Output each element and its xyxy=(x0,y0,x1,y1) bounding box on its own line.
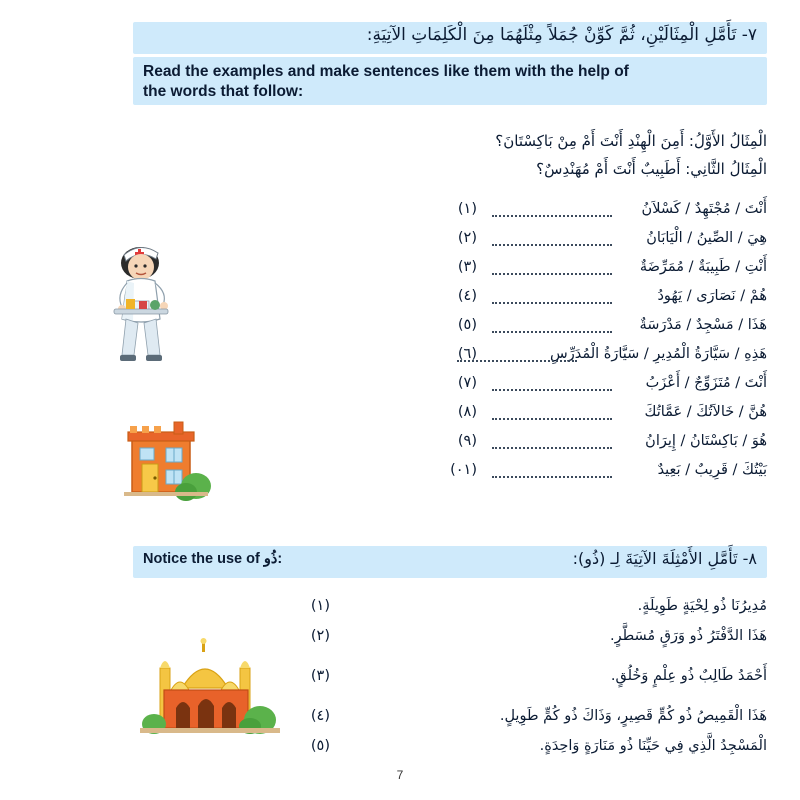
exercise-row xyxy=(327,317,767,343)
exercise-item-text-7: أَنْتَ / مُتَزَوِّجٌ / أَعْزَبُ xyxy=(645,375,767,391)
section8-number: (٣) xyxy=(310,668,330,684)
exercise-row xyxy=(327,230,767,256)
section8-item-4: هَذَا الْقَمِيصُ ذُو كُمٍّ قَصِيرٍ، وَذَاكَ ذُو كُمٍّ طَوِيلٍ. xyxy=(499,708,767,724)
exercise-number: (٦) xyxy=(457,346,477,362)
answer-blank-3[interactable] xyxy=(492,263,612,275)
exercise-number: (١) xyxy=(457,201,477,217)
section8-item-1: مُدِيرُنَا ذُو لِحْيَةٍ طَوِيلَةٍ. xyxy=(637,598,767,614)
section8-item-3: أَحْمَدُ طَالِبٌ ذُو عِلْمٍ وَخُلُقٍ. xyxy=(610,668,767,684)
section8-number: (٥) xyxy=(310,738,330,754)
answer-blank-8[interactable] xyxy=(492,408,612,420)
exercise-row xyxy=(327,404,767,430)
exercise-number: (٤) xyxy=(457,288,477,304)
exercise-number: (١٠) xyxy=(450,462,477,478)
exercise-item-text-9: هُوَ / بَاكِسْتَانُ / إِيرَانُ xyxy=(645,433,767,449)
section8-number: (١) xyxy=(310,598,330,614)
section7-heading-english-band xyxy=(133,57,767,105)
exercise-item-text-8: هُنَّ / خَالاَتُكَ / عَمَّاتُكَ xyxy=(644,404,767,420)
exercise-item-text-5: هَذَا / مَسْجِدٌ / مَدْرَسَةٌ xyxy=(639,317,767,333)
exercise-item-text-10: بَيْتُكَ / قَرِيبٌ / بَعِيدٌ xyxy=(657,462,767,478)
section8-number: (٢) xyxy=(310,628,330,644)
nurse-illustration xyxy=(100,243,192,363)
section7-heading-english: Read the examples and make sentences like them with the help of the words that follow: xyxy=(143,63,629,100)
exercise-number: (٥) xyxy=(457,317,477,333)
answer-blank-4[interactable] xyxy=(492,292,612,304)
answer-blank-1[interactable] xyxy=(492,205,612,217)
exercise-number: (٣) xyxy=(457,259,477,275)
exercise-row xyxy=(327,433,767,459)
exercise-item-text-3: أَنْتِ / طَبِيبَةٌ / مُمَرِّضَةٌ xyxy=(639,259,767,275)
section8-item-5: الْمَسْجِدُ الَّذِي فِي حَيِّنَا ذُو مَنَارَةٍ وَاحِدَةٍ. xyxy=(539,738,767,754)
exercise-row xyxy=(327,346,767,372)
page-number: 7 xyxy=(396,768,404,782)
house-illustration xyxy=(118,418,214,510)
exercise-number: (٨) xyxy=(457,404,477,420)
section7-heading-arabic-band xyxy=(133,22,767,54)
section8-heading-english: Notice the use of ذُو: xyxy=(143,551,283,567)
answer-blank-10[interactable] xyxy=(492,466,612,478)
exercise-row xyxy=(327,375,767,401)
answer-blank-5[interactable] xyxy=(492,321,612,333)
answer-blank-2[interactable] xyxy=(492,234,612,246)
exercise-item-text-1: أَنْتَ / مُجْتَهِدٌ / كَسْلاَنُ xyxy=(641,201,767,217)
exercise-number: (٧) xyxy=(457,375,477,391)
exercise-row xyxy=(327,201,767,227)
section8-item-2: هَذَا الدَّفْتَرُ ذُو وَرَقٍ مُسَطَّرٍ. xyxy=(609,628,767,644)
section8-number: (٤) xyxy=(310,708,330,724)
section7-example-2: الْمِثَالُ الثَّانِي: أَطَبِيبٌ أَنْتَ أَمْ مُهَنْدِسٌ؟ xyxy=(536,160,767,178)
exercise-number: (٢) xyxy=(457,230,477,246)
exercise-row xyxy=(327,288,767,314)
exercise-item-text-6: هَذِهِ / سَيَّارَةُ الْمُدِيرِ / سَيَّارَةُ الْمُدَرِّسِ xyxy=(550,346,767,362)
answer-blank-9[interactable] xyxy=(492,437,612,449)
section7-heading-arabic: ٧- تَأَمَّلِ الْمِثَالَيْنِ، ثُمَّ كَوِّنْ جُمَلاً مِثْلَهُمَا مِنَ الْكَلِمَاتِ الآتِيَةِ: xyxy=(366,25,757,45)
answer-blank-7[interactable] xyxy=(492,379,612,391)
section7-example-1: الْمِثَالُ الأَوَّلُ: أَمِنَ الْهِنْدِ أَنْتَ أَمْ مِنْ بَاكِسْتَانَ؟ xyxy=(495,132,767,150)
exercise-number: (٩) xyxy=(457,433,477,449)
exercise-item-text-4: هُمْ / نَصَارَى / يَهُودُ xyxy=(657,288,767,304)
exercise-row xyxy=(327,462,767,488)
mosque-illustration xyxy=(140,638,280,750)
exercise-item-text-2: هِيَ / الصِّينُ / الْيَابَانُ xyxy=(646,230,767,246)
section8-heading-band xyxy=(133,546,767,578)
exercise-row xyxy=(327,259,767,285)
section8-heading-arabic: ٨- تَأَمَّلِ الأَمْثِلَةَ الآتِيَةَ لِـ (ذُو): xyxy=(572,549,757,568)
